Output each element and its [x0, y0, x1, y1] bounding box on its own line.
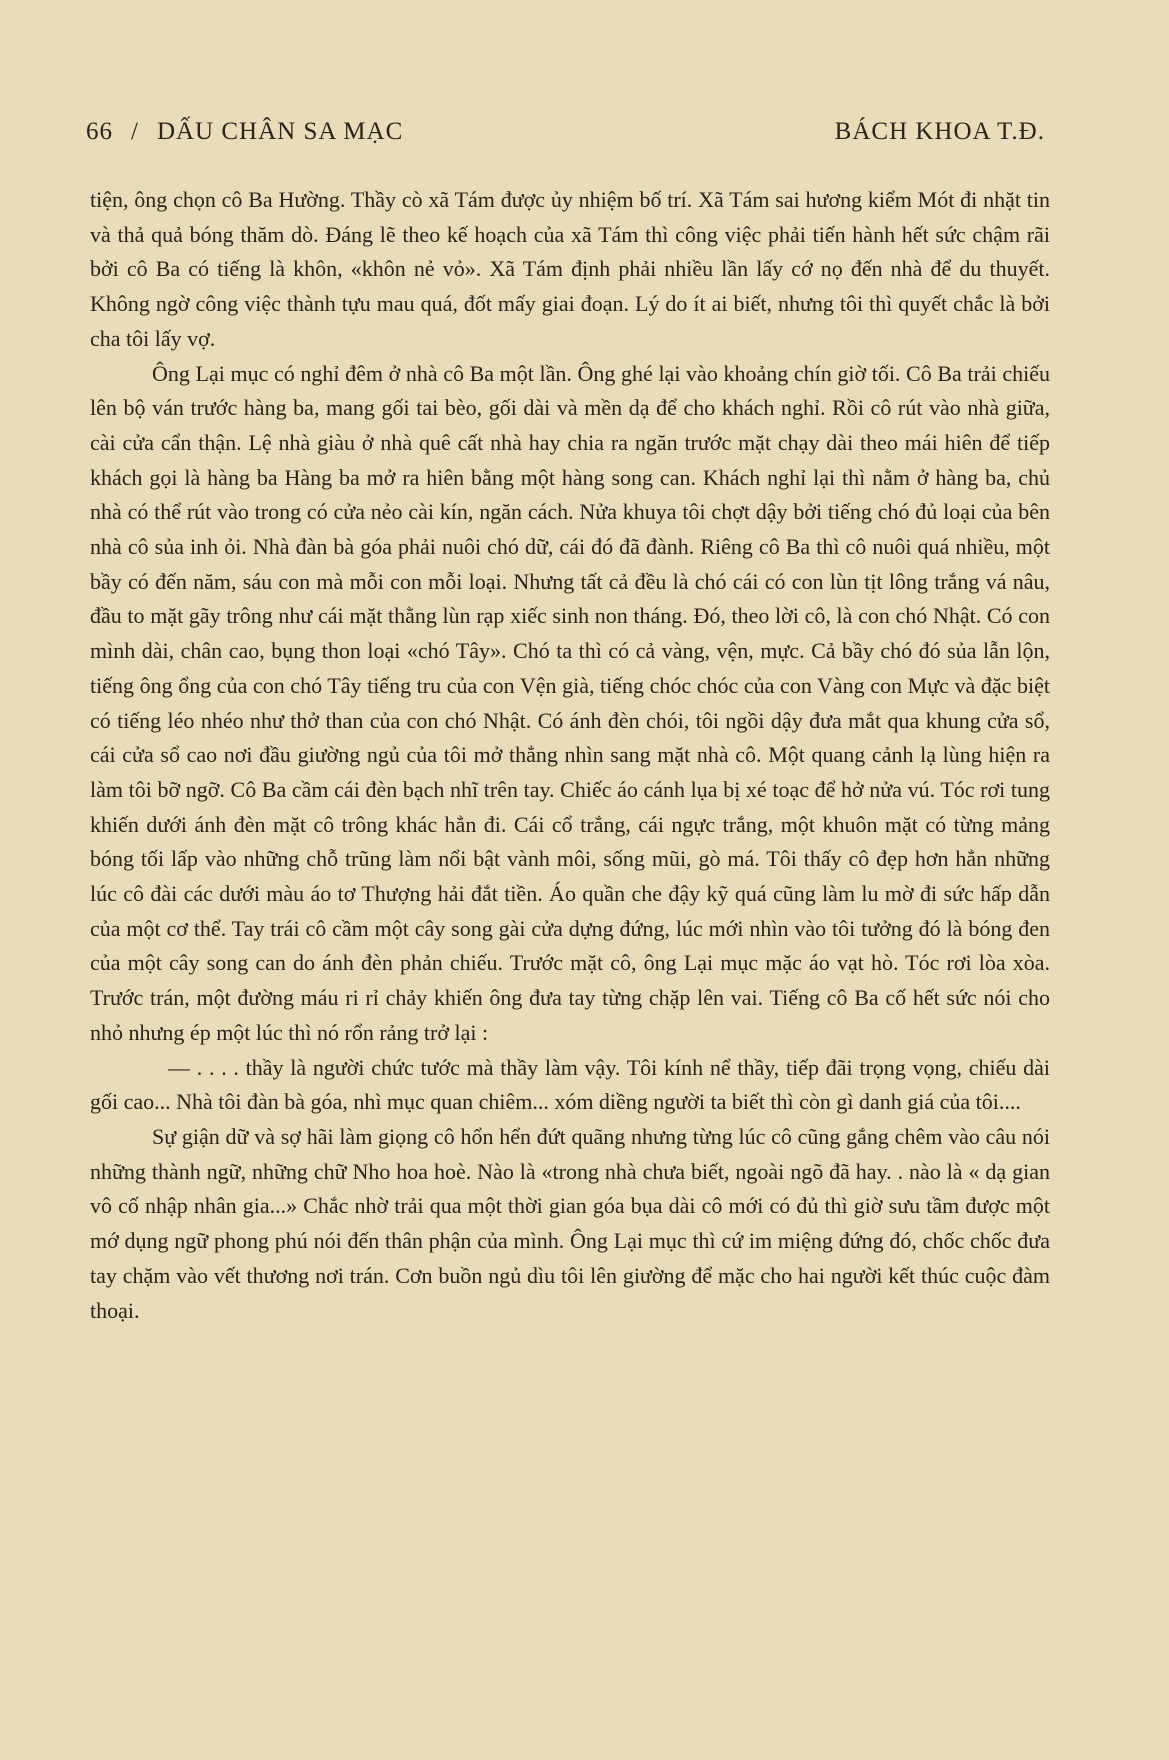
header-left — [86, 118, 403, 146]
book-title: DẤU CHÂN SA MẠC — [156, 118, 404, 145]
paragraph-continued: tiện, ông chọn cô Ba Hường. Thầy cò xã Tám được ủy nhiệm bố trí. Xã Tám sai hương kiểm Mót đi nhặt tin và thả quả bóng thăm dò. Đáng lẽ theo kế hoạch của xã Tám thì công việc phải tiến hành hết sức chậm rãi bởi cô Ba có tiếng là khôn, «khôn nẻ vỏ». Xã Tám định phải nhiều lần lấy cớ nọ đến nhà để du thuyết. Không ngờ công việc thành tựu mau quá, đốt mấy giai đoạn. Lý do ít ai biết, nhưng tôi thì quyết chắc là bởi cha tôi lấy vợ. — [90, 187, 1050, 351]
dialogue-paragraph: — . . . . thầy là người chức tước mà thầy làm vậy. Tôi kính nể thầy, tiếp đãi trọng vọng, chiếu dài gối cao... Nhà tôi đàn bà góa, nhì mục quan chiêm... xóm diềng người ta biết thì còn gì danh giá của tôi.... — [90, 1054, 1050, 1115]
header-separator: / — [131, 118, 139, 145]
paragraph: Sự giận dữ và sợ hãi làm giọng cô hổn hển đứt quãng nhưng từng lúc cô cũng gắng chêm vào câu nói những thành ngữ, những chữ Nho hoa hoè. Nào là «trong nhà chưa biết, ngoài ngõ đã hay. . nào là « dạ gian vô cố nhập nhân gia...» Chắc nhờ trải qua một thời gian góa bụa dài cô mới có đủ thì giờ sưu tầm được một mớ dụng ngữ phong phú nói đến thân phận của mình. Ông Lại mục thì cứ im miệng đứng đó, chốc chốc đưa tay chặm vào vết thương nơi trán. Cơn buồn ngủ dìu tôi lên giường để mặc cho hai người kết thúc cuộc đàm thoại. — [90, 1123, 1050, 1323]
paragraph: Ông Lại mục có nghỉ đêm ở nhà cô Ba một lần. Ông ghé lại vào khoảng chín giờ tối. Cô Ba trải chiếu lên bộ ván trước hàng ba, mang gối tai bèo, gối dài và mền dạ để cho khách nghỉ. Rồi cô rút vào nhà giữa, cài cửa cẩn thận. Lệ nhà giàu ở nhà quê cất nhà hay chia ra ngăn trước mặt chạy dài theo mái hiên để tiếp khách gọi là hàng ba Hàng ba mở ra hiên bằng một hàng song can. Khách nghỉ lại thì nằm ở hàng ba, chủ nhà có thể rút vào trong có cửa nẻo cài kín, ngăn cách. Nửa khuya tôi chợt dậy bởi tiếng chó đủ loại của bên nhà cô sủa inh ỏi. Nhà đàn bà góa phải nuôi chó dữ, cái đó đã đành. Riêng cô Ba thì cô nuôi quá nhiều, một bầy có đến năm, sáu con mà mỗi con mỗi loại. Nhưng tất cả đều là chó cái có con lùn tịt lông trắng vá nâu, đầu to mặt gãy trông như cái mặt thằng lùn rạp xiếc sinh non tháng. Đó, theo lời cô, là con chó Nhật. Có con mình dài, chân cao, bụng thon loại «chó Tây». Chó ta thì có cả vàng, vện, mực. Cả bầy chó đó sủa lẫn lộn, tiếng ông ổng của con chó Tây tiếng tru của con Vện già, tiếng chóc chóc của con Vàng con Mực và đặc biệt có tiếng léo nhéo như thở than của con chó Nhật. Có ánh đèn chói, tôi ngồi dậy đưa mắt qua khung cửa sổ, cái cửa sổ cao nơi đầu giường ngủ của tôi mở thẳng nhìn sang mặt nhà cô. Một quang cảnh lạ lùng hiện ra làm tôi bỡ ngỡ. Cô Ba cầm cái đèn bạch nhĩ trên tay. Chiếc áo cánh lụa bị xé toạc để hở nửa vú. Tóc rơi tung khiến dưới ánh đèn mặt cô trông khác hẳn đi. Cái cổ trắng, cái ngực trắng, một khuôn mặt có từng mảng bóng tối lấp vào những chỗ trũng làm nổi bật vành môi, sống mũi, gò má. Tôi thấy cô đẹp hơn hẳn những lúc cô đài các dưới màu áo tơ Thượng hải đắt tiền. Áo quần che đậy kỹ quá cũng làm lu mờ đi sức hấp dẫn của một cơ thể. Tay trái cô cầm một cây song gài cửa dựng đứng, lúc mới nhìn vào tôi tưởng đó là bóng đen của một cây song can do ánh đèn phản chiếu. Trước mặt cô, ông Lại mục mặc áo vạt hò. Tóc rơi lòa xòa. Trước trán, một đường máu ri rỉ chảy khiến ông đưa tay từng chặp lên vai. Tiếng cô Ba cố hết sức nói cho nhỏ nhưng ép một lúc thì nó rổn rảng trở lại : — [90, 360, 1050, 1045]
body-text — [90, 183, 1050, 1328]
publication-name: BÁCH KHOA T.Đ. — [834, 118, 1045, 145]
page-number: 66 — [86, 118, 113, 145]
running-header — [86, 118, 1045, 158]
